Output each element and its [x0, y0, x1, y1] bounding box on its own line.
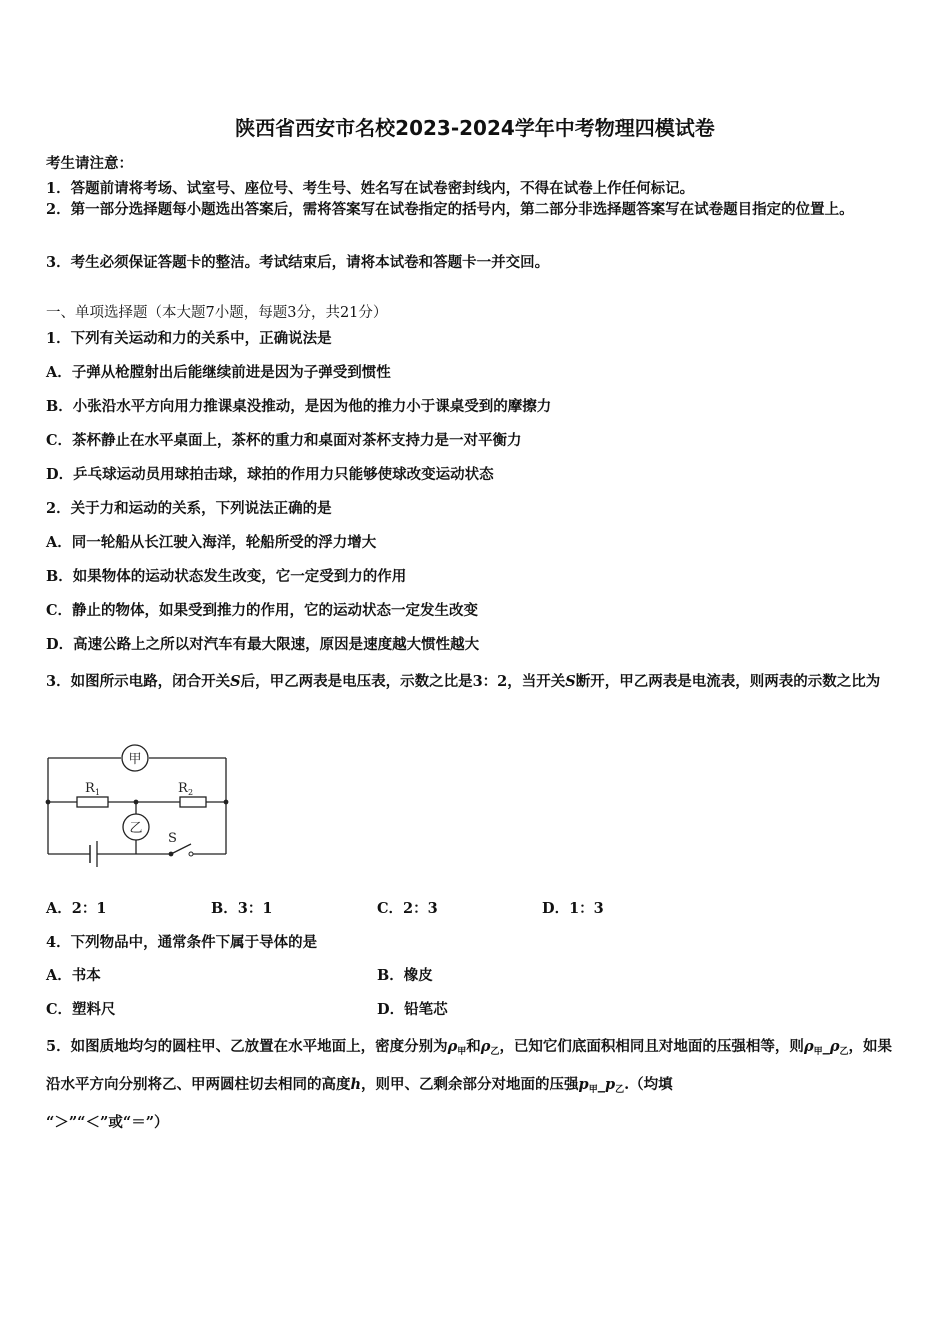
q1-stem: 1．下列有关运动和力的关系中，正确说法是	[46, 330, 332, 347]
section-heading: 一、单项选择题（本大题7小题，每题3分，共21分）	[46, 305, 388, 321]
meter-jia-label: 甲	[128, 752, 142, 767]
q3-stem: 3．如图所示电路，闭合开关S后，甲乙两表是电压表，示数之比是3：2，当开关S断开，甲乙两表是电流表，则两表的示数之比为	[46, 673, 881, 690]
q3-option-b: B．3：1	[211, 900, 273, 917]
switch-label: S	[168, 831, 177, 846]
notice-item-1: 1．答题前请将考场、试室号、座位号、考生号、姓名写在试卷密封线内，不得在试卷上作任何标记。	[46, 180, 695, 197]
q4-option-b: B．橡皮	[377, 967, 433, 984]
q3-option-d: D．1：3	[542, 900, 604, 917]
q2-option-a: A．同一轮船从长江驶入海洋，轮船所受的浮力增大	[46, 534, 377, 551]
circuit-diagram	[44, 742, 236, 870]
q2-option-b: B．如果物体的运动状态发生改变，它一定受到力的作用	[46, 568, 407, 585]
q1-option-b: B．小张沿水平方向用力推课桌没推动，是因为他的推力小于课桌受到的摩擦力	[46, 398, 552, 415]
notice-item-2: 2．第一部分选择题每小题选出答案后，需将答案写在试卷指定的括号内，第二部分非选择题答案写在试卷题目指定的位置上。	[46, 201, 854, 218]
q2-option-c: C．静止的物体，如果受到推力的作用，它的运动状态一定发生改变	[46, 602, 479, 619]
page-title: 陕西省西安市名校2023-2024学年中考物理四模试卷	[235, 116, 715, 140]
q5-stem: 5．如图质地均匀的圆柱甲、乙放置在水平地面上，密度分别为$\rho_甲$和$\rho_乙$，已知它们底面积相同且对地面的压强相等，则$\rho_甲\_\rho_乙$，如果沿水平方向分别将乙、甲两圆柱切去相同的高度h，则甲、乙剩余部分对地面的压强$p_甲\_p_乙$.（均填 “＞”“＜”或“＝”）	[46, 1038, 893, 1131]
q2-stem: 2．关于力和运动的关系，下列说法正确的是	[46, 500, 332, 517]
q4-option-c: C．塑料尺	[46, 1001, 116, 1018]
q1-option-a: A．子弹从枪膛射出后能继续前进是因为子弹受到惯性	[46, 364, 391, 381]
q1-option-c: C．茶杯静止在水平桌面上，茶杯的重力和桌面对茶杯支持力是一对平衡力	[46, 432, 522, 449]
r2-label: R	[178, 781, 188, 796]
r1-label: R	[85, 781, 95, 796]
meter-yi-label: 乙	[129, 821, 143, 836]
q4-stem: 4．下列物品中，通常条件下属于导体的是	[46, 934, 318, 951]
r1-sub: 1	[95, 788, 101, 797]
q3-option-c: C．2：3	[377, 900, 438, 917]
q1-option-d: D．乒乓球运动员用球拍击球，球拍的作用力只能够使球改变运动状态	[46, 466, 494, 483]
notice-heading: 考生请注意：	[46, 155, 133, 172]
q4-option-d: D．铅笔芯	[377, 1001, 448, 1018]
q3-option-a: A．2：1	[46, 900, 107, 917]
q4-option-a: A．书本	[46, 967, 101, 984]
q2-option-d: D．高速公路上之所以对汽车有最大限速，原因是速度越大惯性越大	[46, 636, 480, 653]
notice-item-3: 3．考生必须保证答题卡的整洁。考试结束后，请将本试卷和答题卡一并交回。	[46, 254, 550, 271]
r2-sub: 2	[188, 788, 194, 797]
